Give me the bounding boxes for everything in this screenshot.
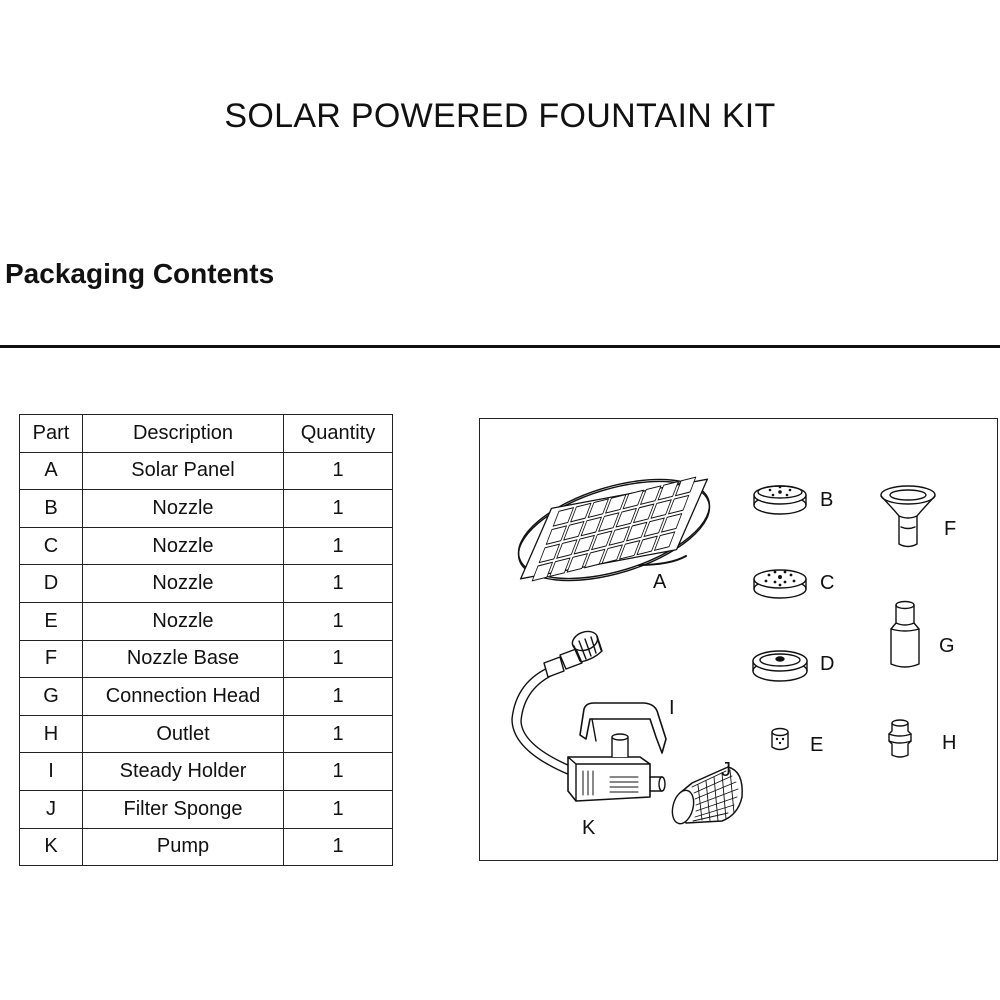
section-divider bbox=[0, 345, 1000, 348]
nozzle-base-f-drawing bbox=[881, 486, 935, 547]
table-row bbox=[20, 602, 393, 640]
part-quantity: 1 bbox=[284, 565, 393, 603]
table-header-row bbox=[20, 415, 393, 453]
part-description: Nozzle bbox=[83, 602, 284, 640]
part-description: Nozzle bbox=[83, 565, 284, 603]
part-letter: G bbox=[20, 678, 83, 716]
table-row bbox=[20, 565, 393, 603]
nozzle-c-drawing bbox=[754, 570, 806, 598]
outlet-h-drawing bbox=[889, 720, 911, 757]
table-row bbox=[20, 753, 393, 791]
connection-head-g-drawing bbox=[891, 602, 919, 668]
table-row bbox=[20, 640, 393, 678]
part-quantity: 1 bbox=[284, 490, 393, 528]
part-letter: I bbox=[20, 753, 83, 791]
callout-h: H bbox=[942, 732, 957, 754]
callout-i: I bbox=[669, 697, 675, 719]
part-quantity: 1 bbox=[284, 527, 393, 565]
solar-panel-drawing bbox=[507, 460, 721, 600]
part-description: Pump bbox=[83, 828, 284, 866]
part-letter: K bbox=[20, 828, 83, 866]
callout-k: K bbox=[582, 817, 596, 839]
part-description: Outlet bbox=[83, 715, 284, 753]
callout-e: E bbox=[810, 734, 824, 756]
part-letter: H bbox=[20, 715, 83, 753]
part-letter: J bbox=[20, 790, 83, 828]
part-letter: C bbox=[20, 527, 83, 565]
part-quantity: 1 bbox=[284, 452, 393, 490]
part-description: Nozzle Base bbox=[83, 640, 284, 678]
parts-table bbox=[19, 414, 393, 866]
callout-j: J bbox=[721, 759, 731, 781]
part-quantity: 1 bbox=[284, 602, 393, 640]
part-quantity: 1 bbox=[284, 678, 393, 716]
pump-assembly-drawing bbox=[512, 628, 742, 826]
table-row bbox=[20, 490, 393, 528]
part-description: Filter Sponge bbox=[83, 790, 284, 828]
callout-g: G bbox=[939, 635, 955, 657]
part-description: Steady Holder bbox=[83, 753, 284, 791]
part-quantity: 1 bbox=[284, 753, 393, 791]
header-quantity: Quantity bbox=[284, 415, 393, 453]
nozzle-e-drawing bbox=[772, 729, 788, 750]
callout-d: D bbox=[820, 653, 835, 675]
parts-diagram bbox=[479, 418, 998, 861]
part-letter: A bbox=[20, 452, 83, 490]
part-letter: E bbox=[20, 602, 83, 640]
part-quantity: 1 bbox=[284, 828, 393, 866]
section-heading: Packaging Contents bbox=[5, 258, 275, 289]
part-letter: B bbox=[20, 490, 83, 528]
document-title: SOLAR POWERED FOUNTAIN KIT bbox=[224, 97, 776, 135]
part-description: Nozzle bbox=[83, 527, 284, 565]
part-description: Connection Head bbox=[83, 678, 284, 716]
part-quantity: 1 bbox=[284, 715, 393, 753]
part-description: Nozzle bbox=[83, 490, 284, 528]
callout-f: F bbox=[944, 518, 957, 540]
part-quantity: 1 bbox=[284, 640, 393, 678]
part-letter: F bbox=[20, 640, 83, 678]
filter-sponge-j-drawing bbox=[669, 767, 742, 826]
header-description: Description bbox=[83, 415, 284, 453]
table-row bbox=[20, 678, 393, 716]
part-description: Solar Panel bbox=[83, 452, 284, 490]
part-quantity: 1 bbox=[284, 790, 393, 828]
callout-b: B bbox=[820, 489, 834, 511]
nozzle-b-drawing bbox=[754, 486, 806, 514]
part-letter: D bbox=[20, 565, 83, 603]
table-row bbox=[20, 828, 393, 866]
header-part: Part bbox=[20, 415, 83, 453]
table-row bbox=[20, 527, 393, 565]
callout-c: C bbox=[820, 572, 835, 594]
table-row bbox=[20, 452, 393, 490]
callout-a: A bbox=[653, 571, 667, 593]
table-row bbox=[20, 790, 393, 828]
table-row bbox=[20, 715, 393, 753]
nozzle-d-drawing bbox=[753, 651, 807, 681]
